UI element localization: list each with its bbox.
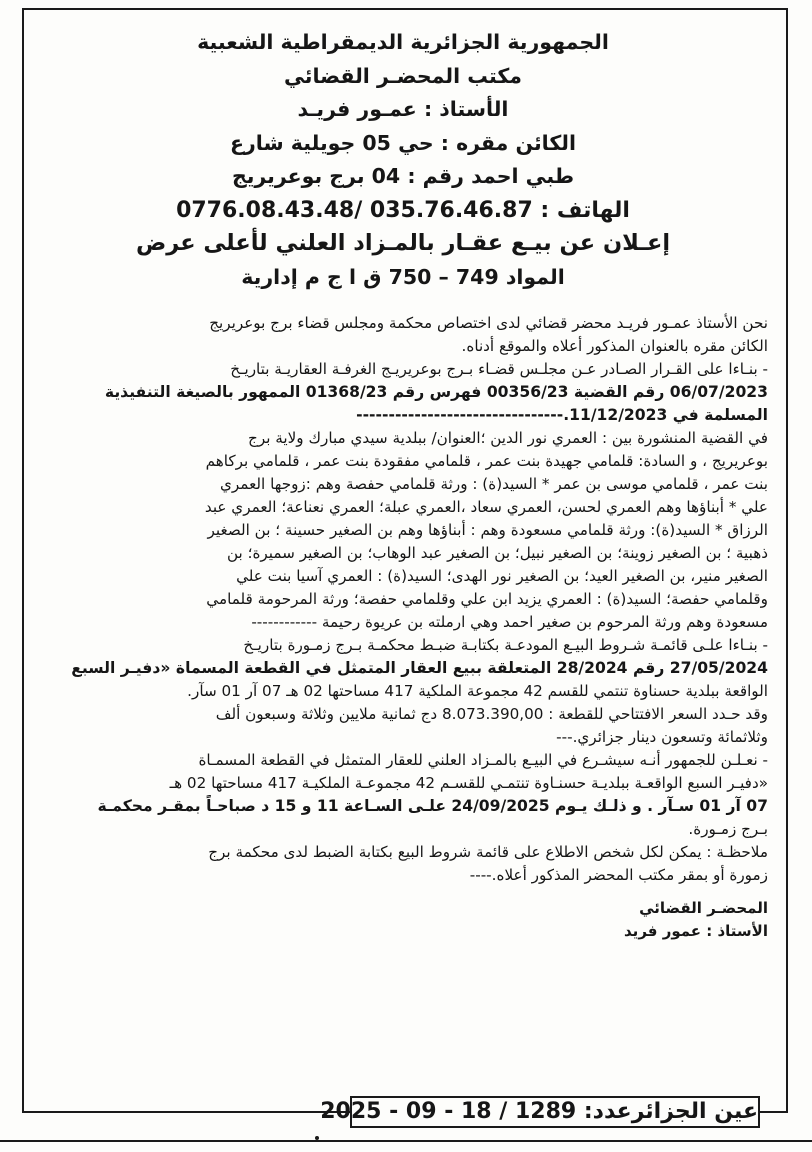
address-line-2: طبي احمد رقم : 04 برج بوعريريج	[231, 164, 575, 188]
body-line: الصغير منير، بن الصغير العيد؛ بن الصغير نور الهدى؛ السيد(ة) : العمري آسيا بنت علي	[236, 567, 768, 585]
bailiff-name: الأستاذ : عمـور فريـد	[297, 97, 509, 121]
legal-articles: المواد 749 – 750 ق ا ج م إدارية	[241, 264, 565, 289]
notice-header	[38, 26, 768, 294]
publication-footer: عين الجزائرعدد: 1289 / 18 - 09 - 2025	[350, 1096, 760, 1128]
signature-block	[38, 897, 768, 943]
body-line: المسلمة في 11/12/2023.--------------------------------	[356, 406, 768, 424]
notice-body	[38, 312, 768, 887]
body-line: 27/05/2024 رقم 28/2024 المتعلقة ببيع العقار المتمثل في القطعة المسماة «دفيـر السبع	[71, 659, 768, 677]
body-line: وقلمامي حفصة؛ السيد(ة) : العمري يزيد ابن علي وقلمامي حفصة؛ ورثة المرحومة قلمامي	[206, 590, 768, 608]
body-line: - بنـاءا على القـرار الصـادر عـن مجلـس قضـاء بـرج بوعريريـج الغرفـة العقاريـة بتاريـخ	[230, 360, 768, 378]
body-line: الكائن مقره بالعنوان المذكور أعلاه والموقع أدناه.	[461, 337, 768, 355]
legal-notice-frame	[22, 8, 788, 1113]
ink-dot	[315, 1136, 319, 1140]
address-line-1: الكائن مقره : حي 05 جويلية شارع	[229, 130, 577, 155]
phone-numbers: الهاتف : 035.76.46.87 /0776.08.43.48	[176, 197, 630, 223]
signature-name: الأستاذ : عمور فريد	[624, 922, 768, 940]
republic-title: الجمهورية الجزائرية الديمقراطية الشعبية	[197, 30, 609, 54]
signature-role: المحضـر القضائي	[639, 899, 768, 917]
notice-title: إعـلان عن بيـع عقـار بالمـزاد العلني لأعلى عرض	[135, 230, 671, 256]
body-line: ملاحظـة : يمكن لكل شخص الاطلاع على قائمة شروط البيع بكتابة الضبط لدى محكمة برج	[208, 843, 768, 861]
body-line: 07 آر 01 سـآر . و ذلـك يـوم 24/09/2025 علـى السـاعة 11 و 15 د صباحـاً بمقـر محكمـة	[97, 797, 768, 815]
body-line: - بنـاءا علـى قائمـة شـروط البيـع المودعـة بكتابـة ضبـط محكمـة بـرج زمـورة بتاريـخ	[243, 636, 768, 654]
body-line: وقد حـدد السعر الافتتاحي للقطعة : 8.073.390,00 دج ثمانية ملايين وثلاثة وسبعون ألف	[215, 705, 768, 723]
body-line: بوعريريج ، و السادة: قلمامي جهيدة بنت عمر ، قلمامي مفقودة بنت عمر ، قلمامي بركاهم	[205, 452, 768, 470]
body-line: الرزاق * السيد(ة): ورثة قلمامي مسعودة وهم : أبناؤها وهم بن الصغير حسينة ؛ بن الصغير	[207, 521, 768, 539]
body-line: بـرج زمـورة.	[688, 820, 768, 838]
body-line: - نعـلـن للجمهور أنـه سيشـرع في البيـع بالمـزاد العلني للعقار المتمثل في القطعة المسمـاة	[198, 751, 768, 769]
body-line: «دفيـر السبع الواقعـة ببلديـة حسنـاوة تنتمـي للقسـم 42 مجموعـة الملكيـة 417 مساحتها 02 هـ	[169, 774, 768, 792]
body-line: مسعودة وهم ورثة المرحوم بن صغير احمد وهي ارملته بن عريوة رحيمة ------------	[251, 613, 768, 631]
body-line: في القضية المنشورة بين : العمري نور الدين ؛العنوان/ ببلدية سيدي مبارك ولاية برج	[248, 429, 768, 447]
body-line: الواقعة ببلدية حسناوة تنتمي للقسم 42 مجموعة الملكية 417 مساحتها 02 هـ 07 آر 01 سآر.	[187, 682, 768, 700]
divider	[0, 1140, 812, 1142]
body-line: وثلاثمائة وتسعون دينار جزائري.---	[556, 728, 768, 746]
body-line: زمورة أو بمقر مكتب المحضر المذكور أعلاه.----	[469, 866, 768, 884]
office-title: مكتب المحضـر القضائي	[284, 63, 522, 88]
body-line: نحن الأستاذ عمـور فريـد محضر قضائي لدى اختصاص محكمة ومجلس قضاء برج بوعريريج	[209, 314, 768, 332]
body-line: 06/07/2023 رقم القضية 00356/23 فهرس رقم 01368/23 الممهور بالصيغة التنفيذية	[104, 383, 768, 401]
body-line: ذهبية ؛ بن الصغير زوينة؛ بن الصغير نبيل؛ بن الصغير عبد الوهاب؛ بن الصغير سميرة؛ بن	[227, 544, 768, 562]
body-line: بنت عمر ، قلمامي موسى بن عمر * السيد(ة) : ورثة قلمامي حفصة وهم :زوجها العمري	[220, 475, 768, 493]
body-line: علي * أبناؤها وهم العمري لحسن، العمري سعاد ،العمري عبلة؛ العمري نعناعة؛ العمري عبد	[204, 498, 768, 516]
